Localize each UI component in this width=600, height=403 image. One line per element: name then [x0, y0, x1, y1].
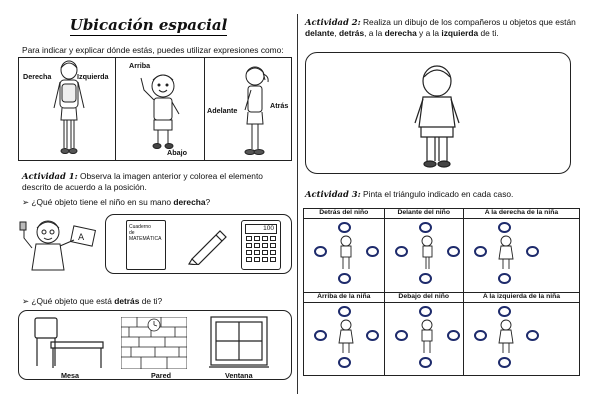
wall-icon[interactable] [121, 317, 187, 369]
child-back-illustration [52, 60, 86, 158]
boy-back-figure-icon [418, 319, 436, 355]
choice-ring-icon[interactable] [366, 246, 379, 257]
choice-ring-icon[interactable] [447, 246, 460, 257]
choice-ring-icon[interactable] [338, 222, 351, 233]
choice-ring-icon[interactable] [419, 222, 432, 233]
choice-ring-icon[interactable] [338, 306, 351, 317]
object-label-ventana: Ventana [225, 371, 253, 380]
grid-header: Delante del niño [384, 209, 463, 219]
column-divider [297, 14, 298, 394]
object-label-mesa: Mesa [61, 371, 79, 380]
label-abajo: Abajo [167, 148, 187, 157]
cell-boy-side [385, 219, 463, 287]
grid-cell [304, 219, 385, 293]
activity1-objects-box1 [105, 214, 292, 274]
grid-cell [463, 219, 579, 293]
girl-figure-icon [497, 319, 515, 355]
boy-waving-illustration [137, 70, 189, 150]
box-separator [204, 58, 205, 160]
activity1-text: Actividad 1: Observa la imagen anterior y colorea el elemento descrito de acuerdo a la posición. [22, 171, 263, 192]
cell-girl-front-2 [304, 303, 384, 371]
svg-text:A: A [78, 233, 85, 243]
drawing-area[interactable] [305, 52, 571, 174]
calculator-icon[interactable]: 100 [241, 220, 281, 270]
notebook-icon[interactable]: Cuaderno de MATEMÁTICA [126, 220, 166, 270]
choice-ring-icon[interactable] [338, 357, 351, 368]
object-label-pared: Pared [151, 371, 171, 380]
girl-figure-icon [337, 319, 355, 355]
pencil-icon[interactable] [186, 225, 231, 265]
choice-ring-icon[interactable] [498, 357, 511, 368]
choice-ring-icon[interactable] [498, 273, 511, 284]
choice-ring-icon[interactable] [314, 246, 327, 257]
girl-side-illustration [239, 64, 271, 158]
grid-cell [463, 302, 579, 376]
choice-ring-icon[interactable] [474, 330, 487, 341]
cell-girl-front-3 [464, 303, 579, 371]
box-separator [115, 58, 116, 160]
desk-icon[interactable] [31, 316, 109, 370]
boy-side-figure-icon [418, 235, 436, 271]
choice-ring-icon[interactable] [395, 246, 408, 257]
choice-ring-icon[interactable] [419, 357, 432, 368]
label-adelante: Adelante [207, 106, 238, 115]
grid-header: A la izquierda de la niña [463, 292, 579, 302]
bullet-arrow-icon: ➢ [22, 296, 30, 306]
choice-ring-icon[interactable] [526, 246, 539, 257]
choice-ring-icon[interactable] [419, 273, 432, 284]
activity3-text: Actividad 3: Pinta el triángulo indicado en cada caso. [305, 189, 514, 199]
cell-boy-back [385, 303, 463, 371]
choice-ring-icon[interactable] [338, 273, 351, 284]
window-icon[interactable] [209, 315, 269, 371]
label-derecha: Derecha [23, 72, 52, 81]
grid-cell [384, 302, 463, 376]
choice-ring-icon[interactable] [447, 330, 460, 341]
choice-ring-icon[interactable] [526, 330, 539, 341]
choice-ring-icon[interactable] [474, 246, 487, 257]
grid-header: Debajo del niño [384, 292, 463, 302]
cell-girl-front [464, 219, 579, 287]
activity3-grid [303, 208, 580, 376]
choice-ring-icon[interactable] [498, 306, 511, 317]
grid-header: Arriba de la niña [304, 292, 385, 302]
calculator-keys [242, 236, 280, 262]
activity1-question1: ➢ ¿Qué objeto tiene el niño en su mano derecha? [22, 197, 211, 207]
label-arriba: Arriba [129, 61, 151, 70]
label-izquierda: Izquierda [77, 72, 109, 81]
choice-ring-icon[interactable] [314, 330, 327, 341]
activity2-text: Actividad 2: Realiza un dibujo de los compañeros u objetos que están delante, detrás, a la derecha y a la izquierda de ti. [305, 17, 576, 38]
grid-header: Detrás del niño [304, 209, 385, 219]
label-atras: Atrás [270, 101, 289, 110]
choice-ring-icon[interactable] [498, 222, 511, 233]
boy-figure-icon [337, 235, 355, 271]
choice-ring-icon[interactable] [419, 306, 432, 317]
choice-ring-icon[interactable] [395, 330, 408, 341]
boy-with-homework-illustration [18, 214, 102, 278]
grid-header: A la derecha de la niña [463, 209, 579, 219]
boy-back-illustration [409, 61, 465, 169]
position-examples-box [18, 57, 292, 161]
activity1-objects-box2 [18, 310, 292, 380]
activity1-question2: ➢ ¿Qué objeto que está detrás de ti? [22, 296, 163, 306]
bullet-arrow-icon: ➢ [22, 197, 30, 207]
girl-figure-icon [497, 235, 515, 271]
intro-text: Para indicar y explicar dónde estás, puedes utilizar expresiones como: [22, 45, 284, 55]
cell-boy-front [304, 219, 384, 287]
choice-ring-icon[interactable] [366, 330, 379, 341]
grid-cell [304, 302, 385, 376]
page-title: Ubicación espacial [69, 16, 228, 34]
grid-cell [384, 219, 463, 293]
